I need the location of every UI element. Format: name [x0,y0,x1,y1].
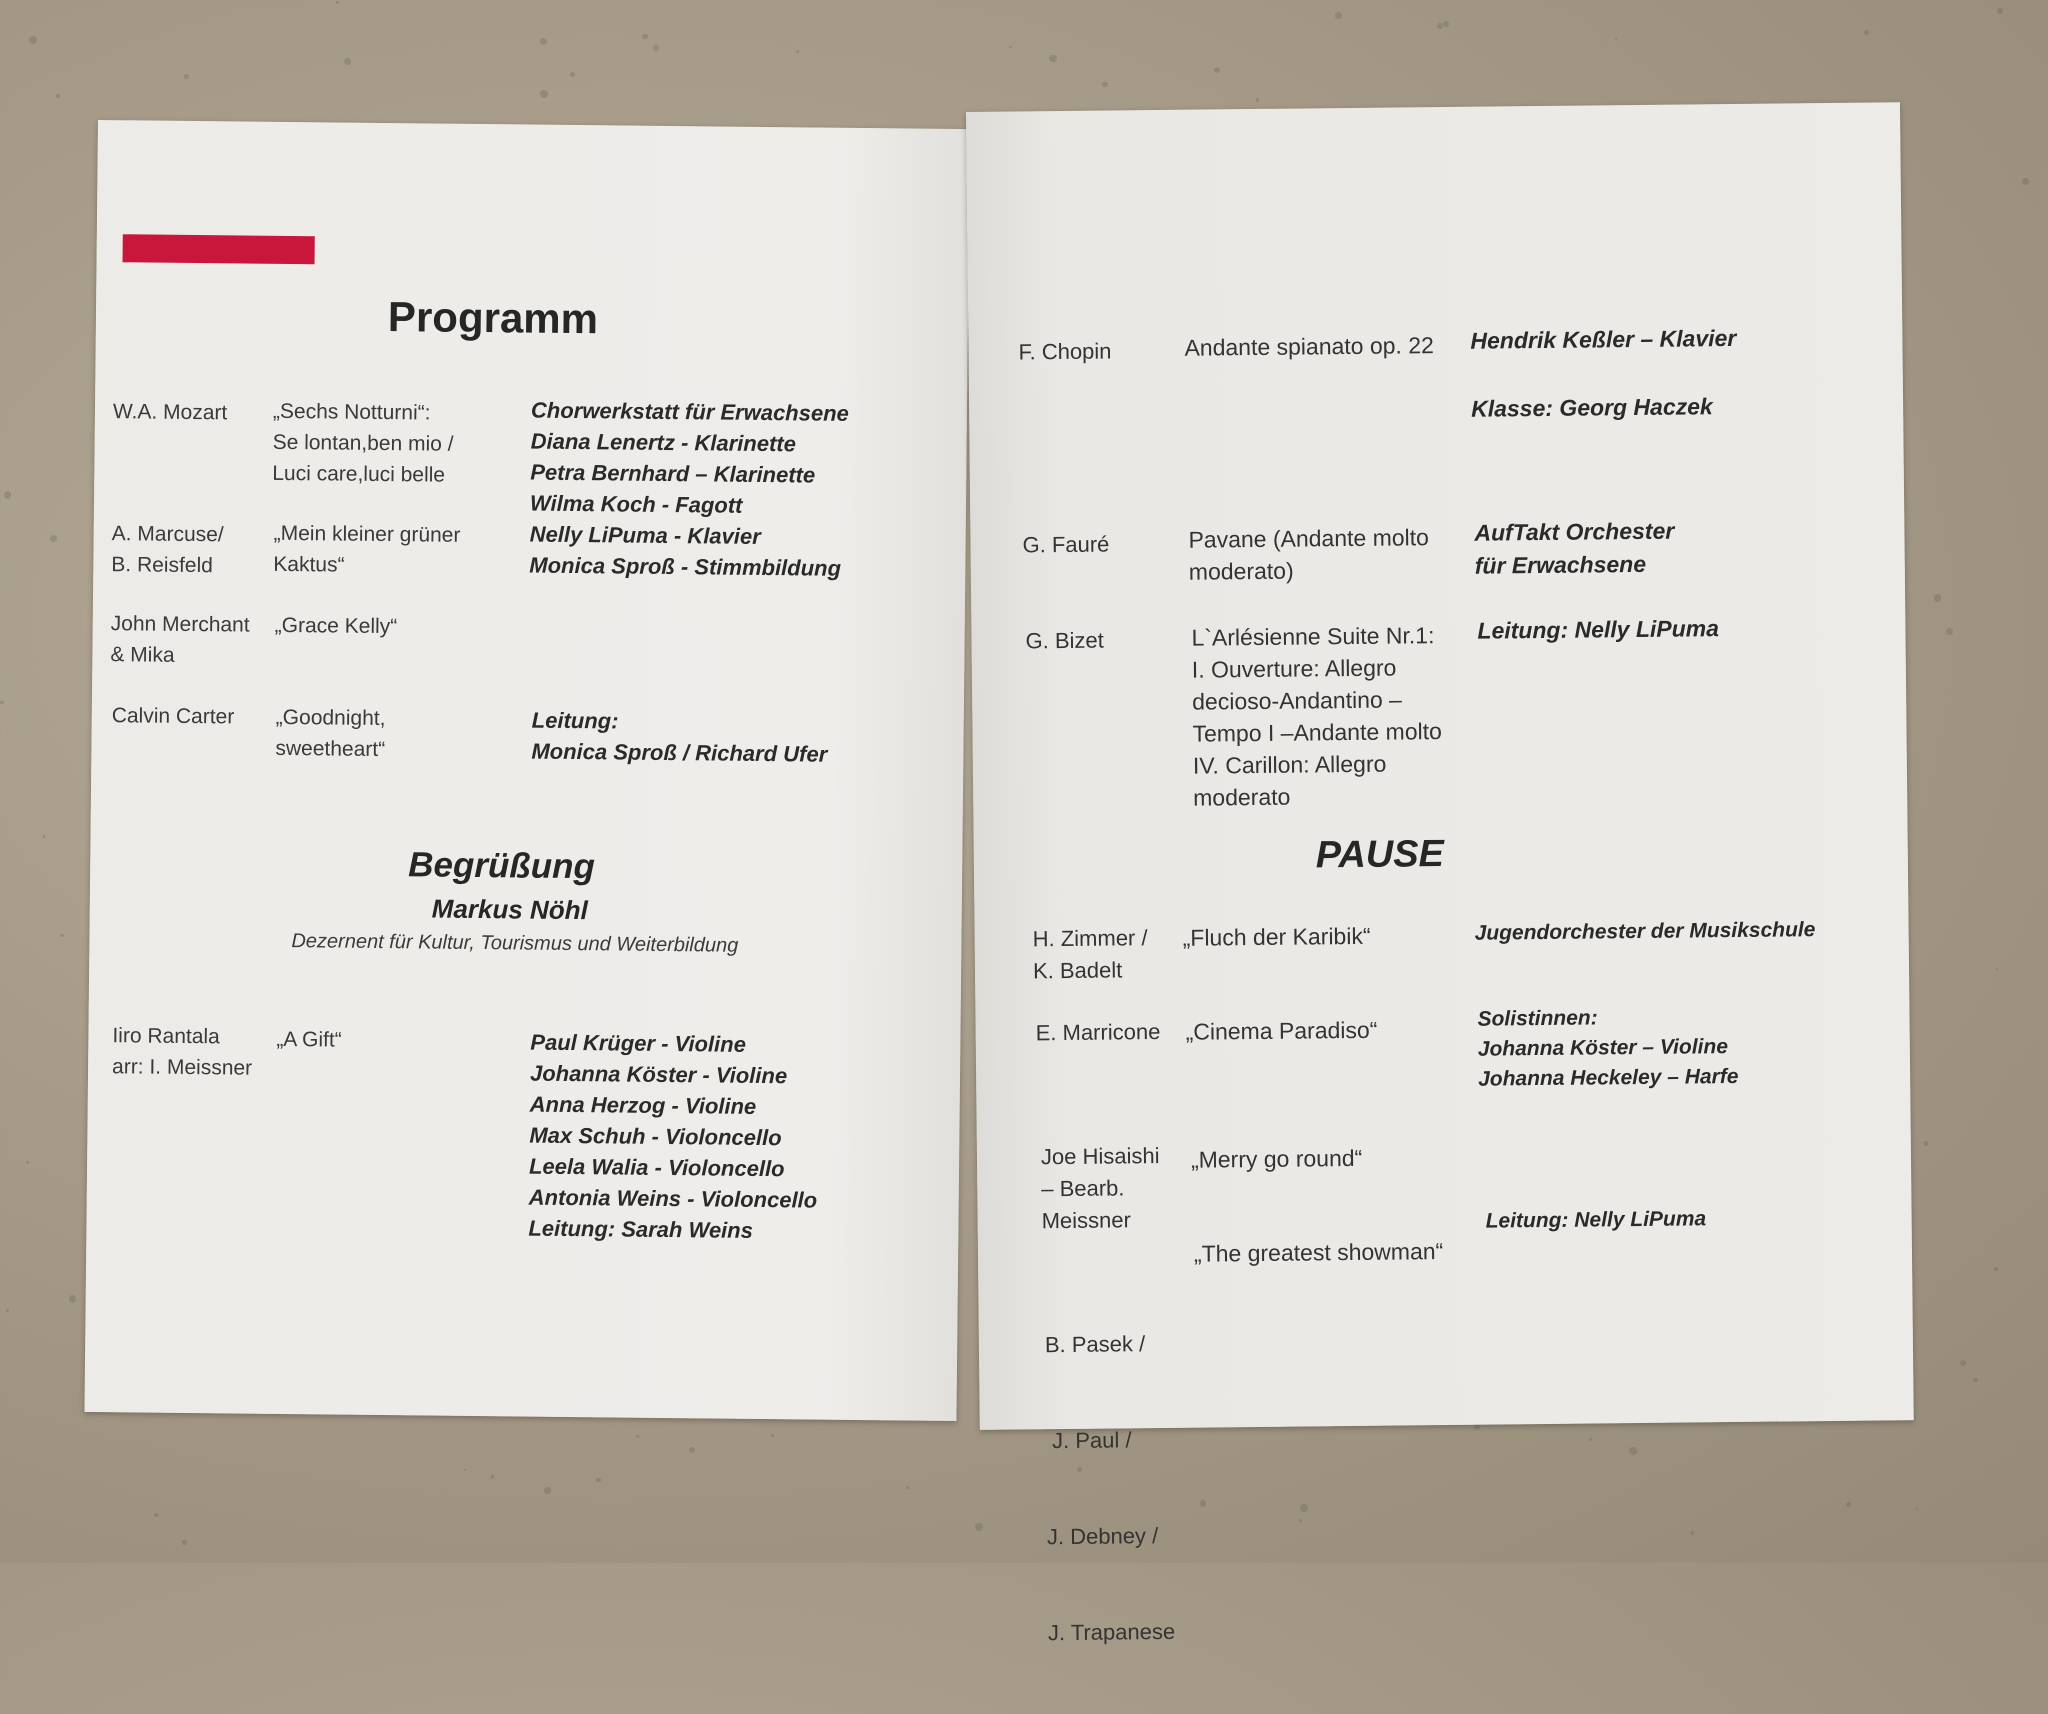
composer-mozart: W.A. Mozart [112,400,228,425]
composer-marricone: E. Marricone [1035,1019,1161,1046]
performers-kaktus: Nelly LiPuma - Klavier Monica Sproß - Stimmbildung [529,521,842,581]
performer-kessler: Hendrik Keßler – Klavier [1470,324,1737,354]
leader-lipuma-2: Leitung: Nelly LiPuma [1485,1207,1707,1233]
composer-merchant: John Merchant & Mika [110,612,250,667]
composer-bizet: G. Bizet [1025,627,1104,654]
leader-lipuma-1: Leitung: Nelly LiPuma [1477,615,1720,644]
composer-marcuse: A. Marcuse/ B. Reisfeld [111,522,224,578]
left-page [84,120,969,1421]
greeting-role: Dezernent für Kultur, Tourismus und Weiterbildung [291,930,739,957]
piece-arlesienne: L`Arlésienne Suite Nr.1: I. Ouverture: Allegro decioso-Andantino – Tempo I –Andante molto IV. Carillon: Allegro moderato [1191,622,1442,811]
composer-carter: Calvin Carter [111,704,235,729]
composer-pasek: B. Pasek / J. Paul / J. Debney / J. Trapanese [1044,1331,1176,1646]
greeting-title: Begrüßung [408,845,596,887]
piece-kaktus: „Mein kleiner grüner Kaktus“ [273,521,461,577]
piece-notturni: „Sechs Notturni“: Se lontan,ben mio / Luci care,luci belle [272,399,454,487]
pause-heading: PAUSE [1315,833,1445,877]
piece-greatest-showman: „The greatest showman“ [1193,1238,1444,1267]
piece-pavane: Pavane (Andante molto moderato) [1188,524,1430,585]
greeting-name: Markus Nöhl [431,893,588,926]
composer-faure: G. Fauré [1022,531,1110,558]
performer-auftakt: AufTakt Orchester für Erwachsene [1474,517,1675,579]
performer-jugendorchester: Jugendorchester der Musikschule [1474,918,1816,945]
composer-rantala: Iiro Rantala arr: I. Meissner [111,1024,253,1080]
performers-strings: Paul Krüger - Violine Johanna Köster - Violine Anna Herzog - Violine Max Schuh - Violoncello Leela Walia - Violoncello Antonia Weins - Violoncello [528,1029,818,1213]
piece-merry-go-round: „Merry go round“ [1190,1144,1363,1173]
program-title: Programm [387,293,599,343]
performers-leitung-1: Leitung: Monica Sproß / Richard Ufer [531,707,828,767]
composer-zimmer: H. Zimmer / K. Badelt [1032,925,1148,984]
piece-cinema-paradiso: „Cinema Paradiso“ [1185,1016,1378,1045]
piece-goodnight: „Goodnight, sweetheart“ [275,705,386,762]
right-page [966,102,1914,1646]
piece-fluch: „Fluch der Karibik“ [1182,922,1371,951]
red-accent-bar [123,234,315,264]
class-haczek: Klasse: Georg Haczek [1470,393,1713,422]
piece-a-gift: „A Gift“ [276,1027,342,1052]
composer-chopin: F. Chopin [1018,338,1112,365]
piece-andante-spianato: Andante spianato op. 22 [1184,332,1434,361]
performers-chorwerkstatt: Chorwerkstatt für Erwachsene Diana Lenertz - Klarinette Petra Bernhard – Klarinette Wilma Koch - Fagott [529,397,849,518]
leader-sarah-weins: Leitung: Sarah Weins [528,1215,754,1243]
piece-grace-kelly: „Grace Kelly“ [274,613,398,639]
composer-hisaishi: Joe Hisaishi – Bearb. Meissner [1040,1143,1160,1234]
performer-soloists: Solistinnen: Johanna Köster – Violine Johanna Heckeley – Harfe [1477,1006,1739,1091]
